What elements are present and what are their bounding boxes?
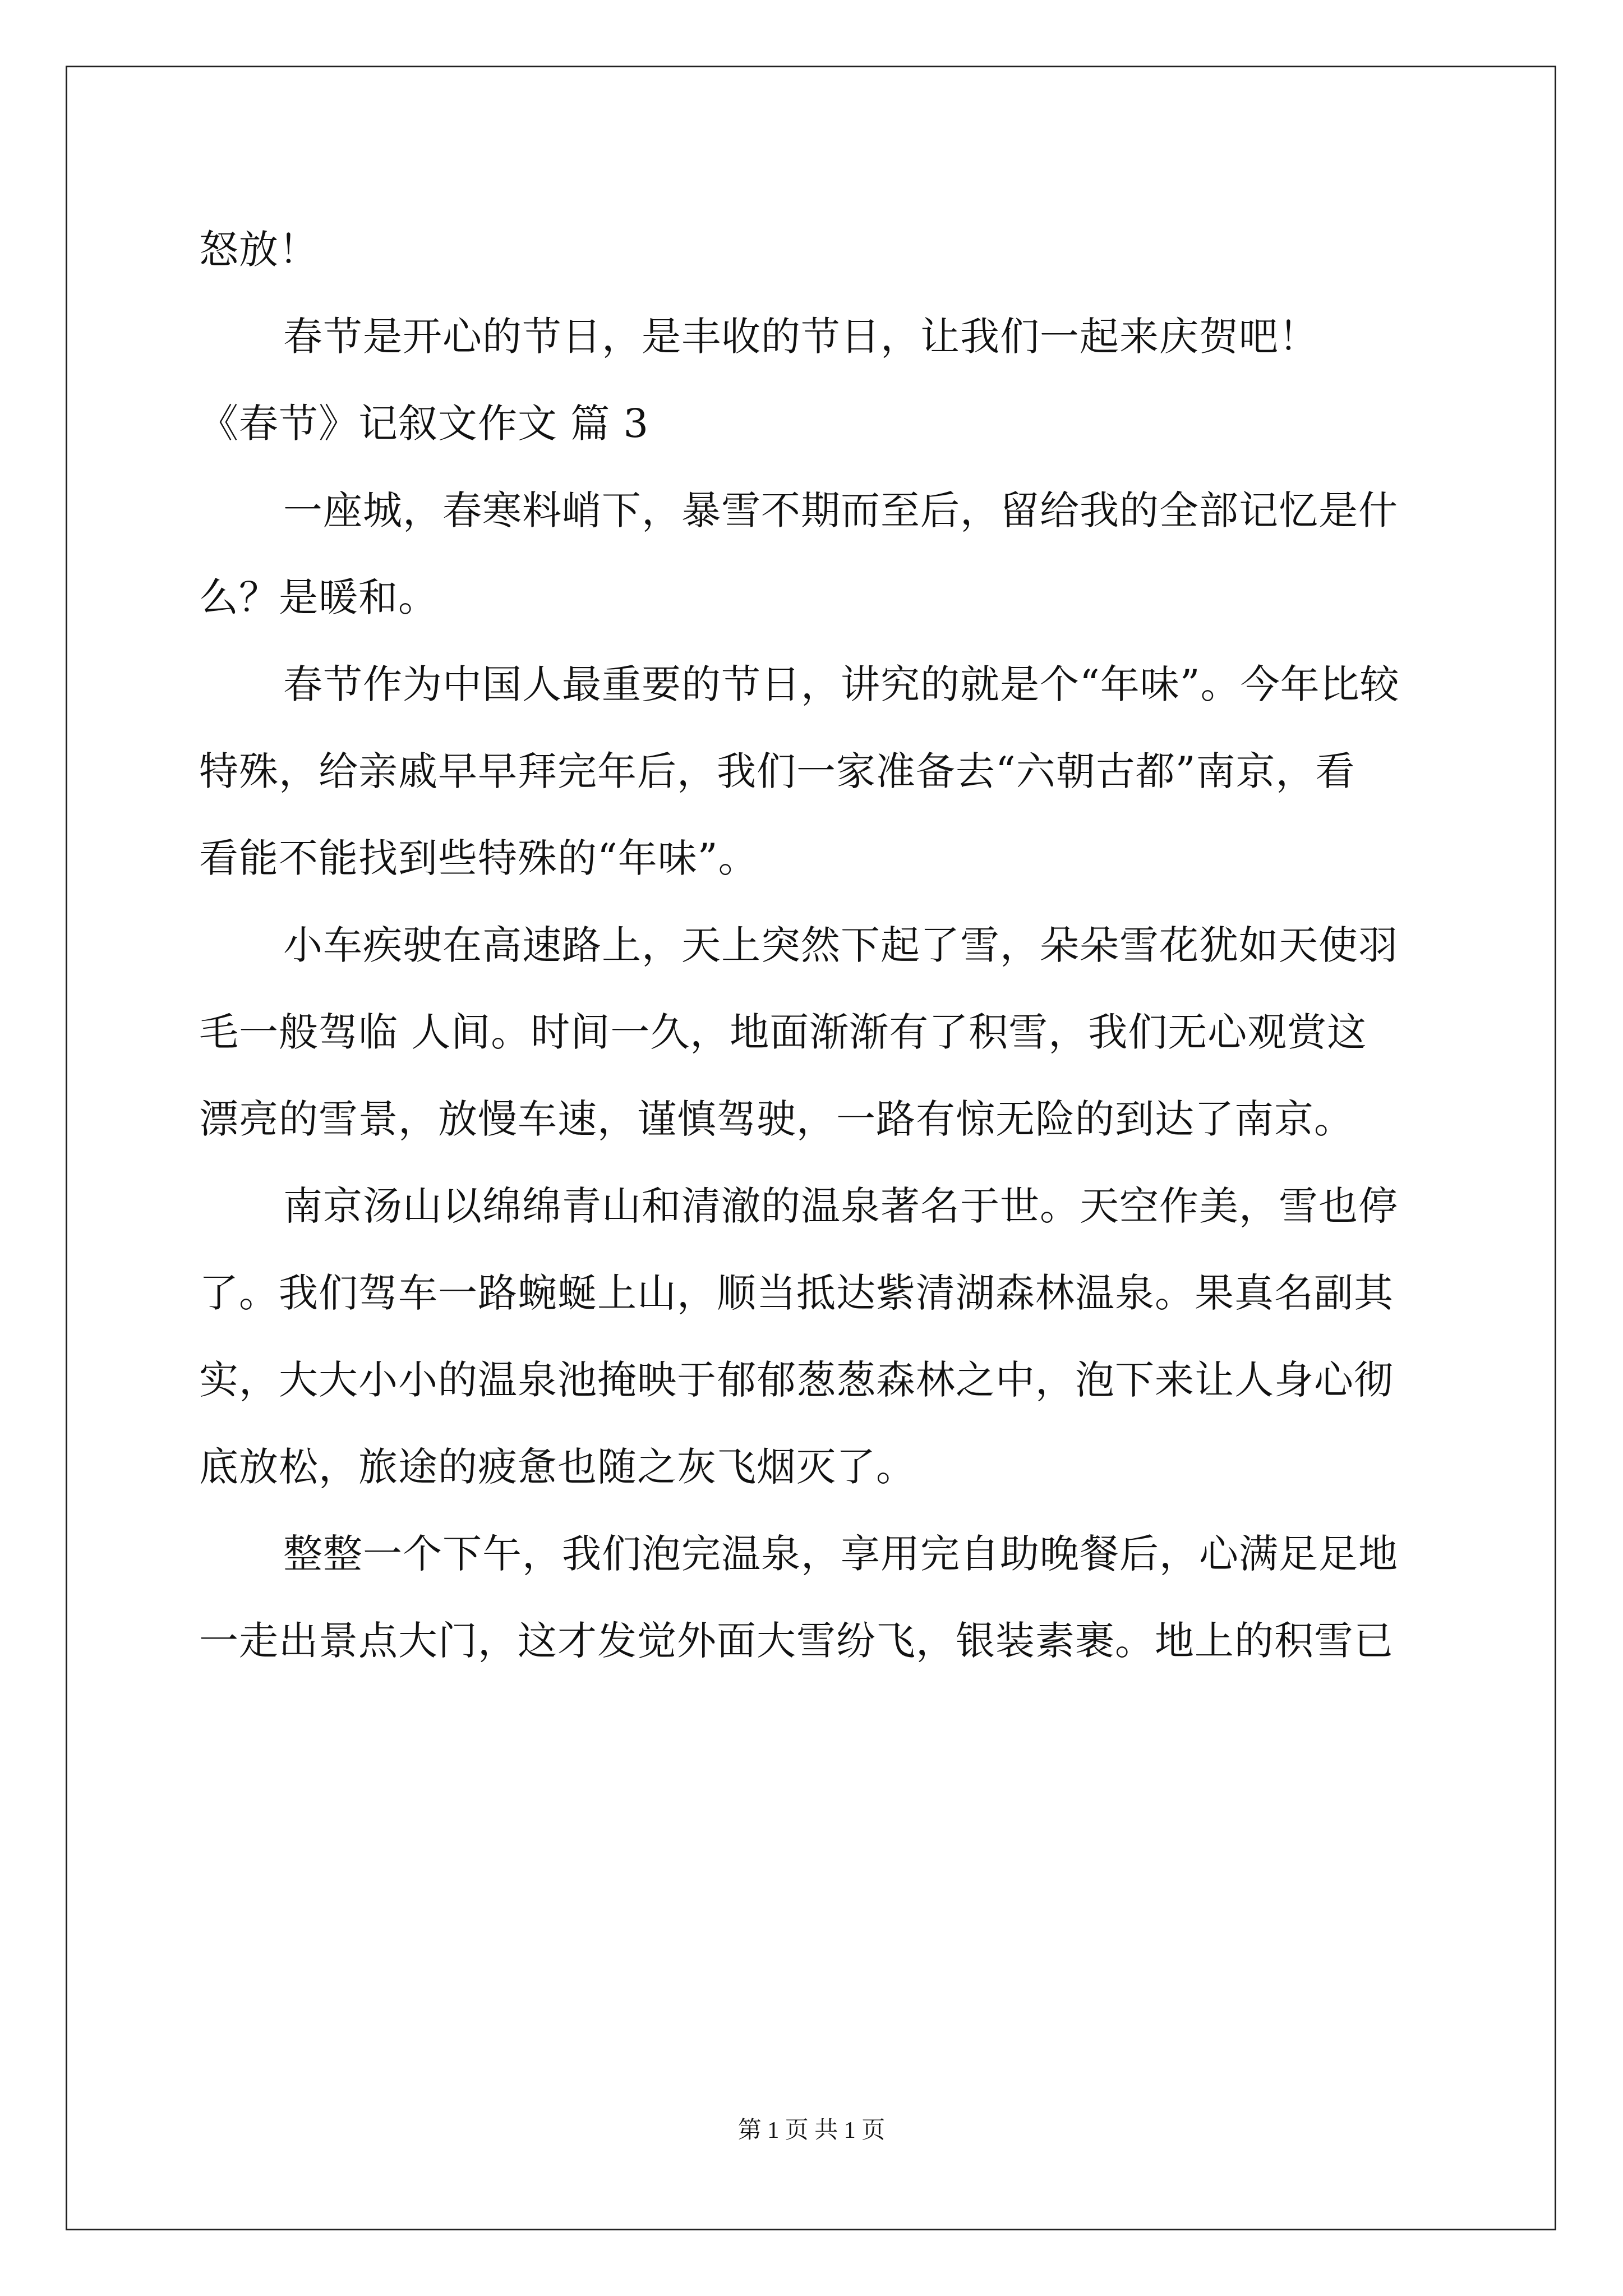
paragraph-line: 漂亮的雪景，放慢车速，谨慎驾驶，一路有惊无险的到达了南京。: [199, 1096, 1354, 1142]
paragraph-line: 怒放！: [199, 227, 319, 273]
paragraph-line: 毛一般驾临 人间。时间一久，地面渐渐有了积雪，我们无心观赏这: [199, 1009, 1367, 1055]
paragraph-line: 整整一个下午，我们泡完温泉，享用完自助晚餐后，心满足足地: [283, 1531, 1398, 1577]
paragraph-line: 特殊，给亲戚早早拜完年后，我们一家准备去“六朝古都”南京，看: [199, 748, 1355, 794]
paragraph-line: 一座城，春寒料峭下，暴雪不期而至后，留给我的全部记忆是什: [283, 487, 1398, 533]
page-footer: 第 1 页 共 1 页: [737, 2118, 886, 2143]
paragraph-line: 底放松，旅途的疲惫也随之灰飞烟灭了。: [199, 1444, 916, 1490]
paragraph-line: 春节作为中国人最重要的节日，讲究的就是个“年味”。今年比较: [283, 661, 1400, 707]
paragraph-line: 看能不能找到些特殊的“年味”。: [199, 835, 758, 881]
paragraph-line: 南京汤山以绵绵青山和清澈的温泉著名于世。天空作美，雪也停: [283, 1183, 1398, 1229]
paragraph-line: 么？是暖和。: [199, 574, 438, 620]
paragraph-line: 小车疾驶在高速路上，天上突然下起了雪，朵朵雪花犹如天使羽: [283, 922, 1398, 968]
section-heading: 《春节》记叙文作文 篇 3: [199, 401, 649, 447]
paragraph-line: 实，大大小小的温泉池掩映于郁郁葱葱森林之中，泡下来让人身心彻: [199, 1357, 1394, 1403]
paragraph-line: 春节是开心的节日，是丰收的节日，让我们一起来庆贺吧！: [283, 314, 1318, 360]
page-border: [66, 66, 1556, 2230]
paragraph-line: 一走出景点大门，这才发觉外面大雪纷飞，银装素裹。地上的积雪已: [199, 1618, 1394, 1664]
paragraph-line: 了。我们驾车一路蜿蜒上山，顺当抵达紫清湖森林温泉。果真名副其: [199, 1270, 1394, 1316]
